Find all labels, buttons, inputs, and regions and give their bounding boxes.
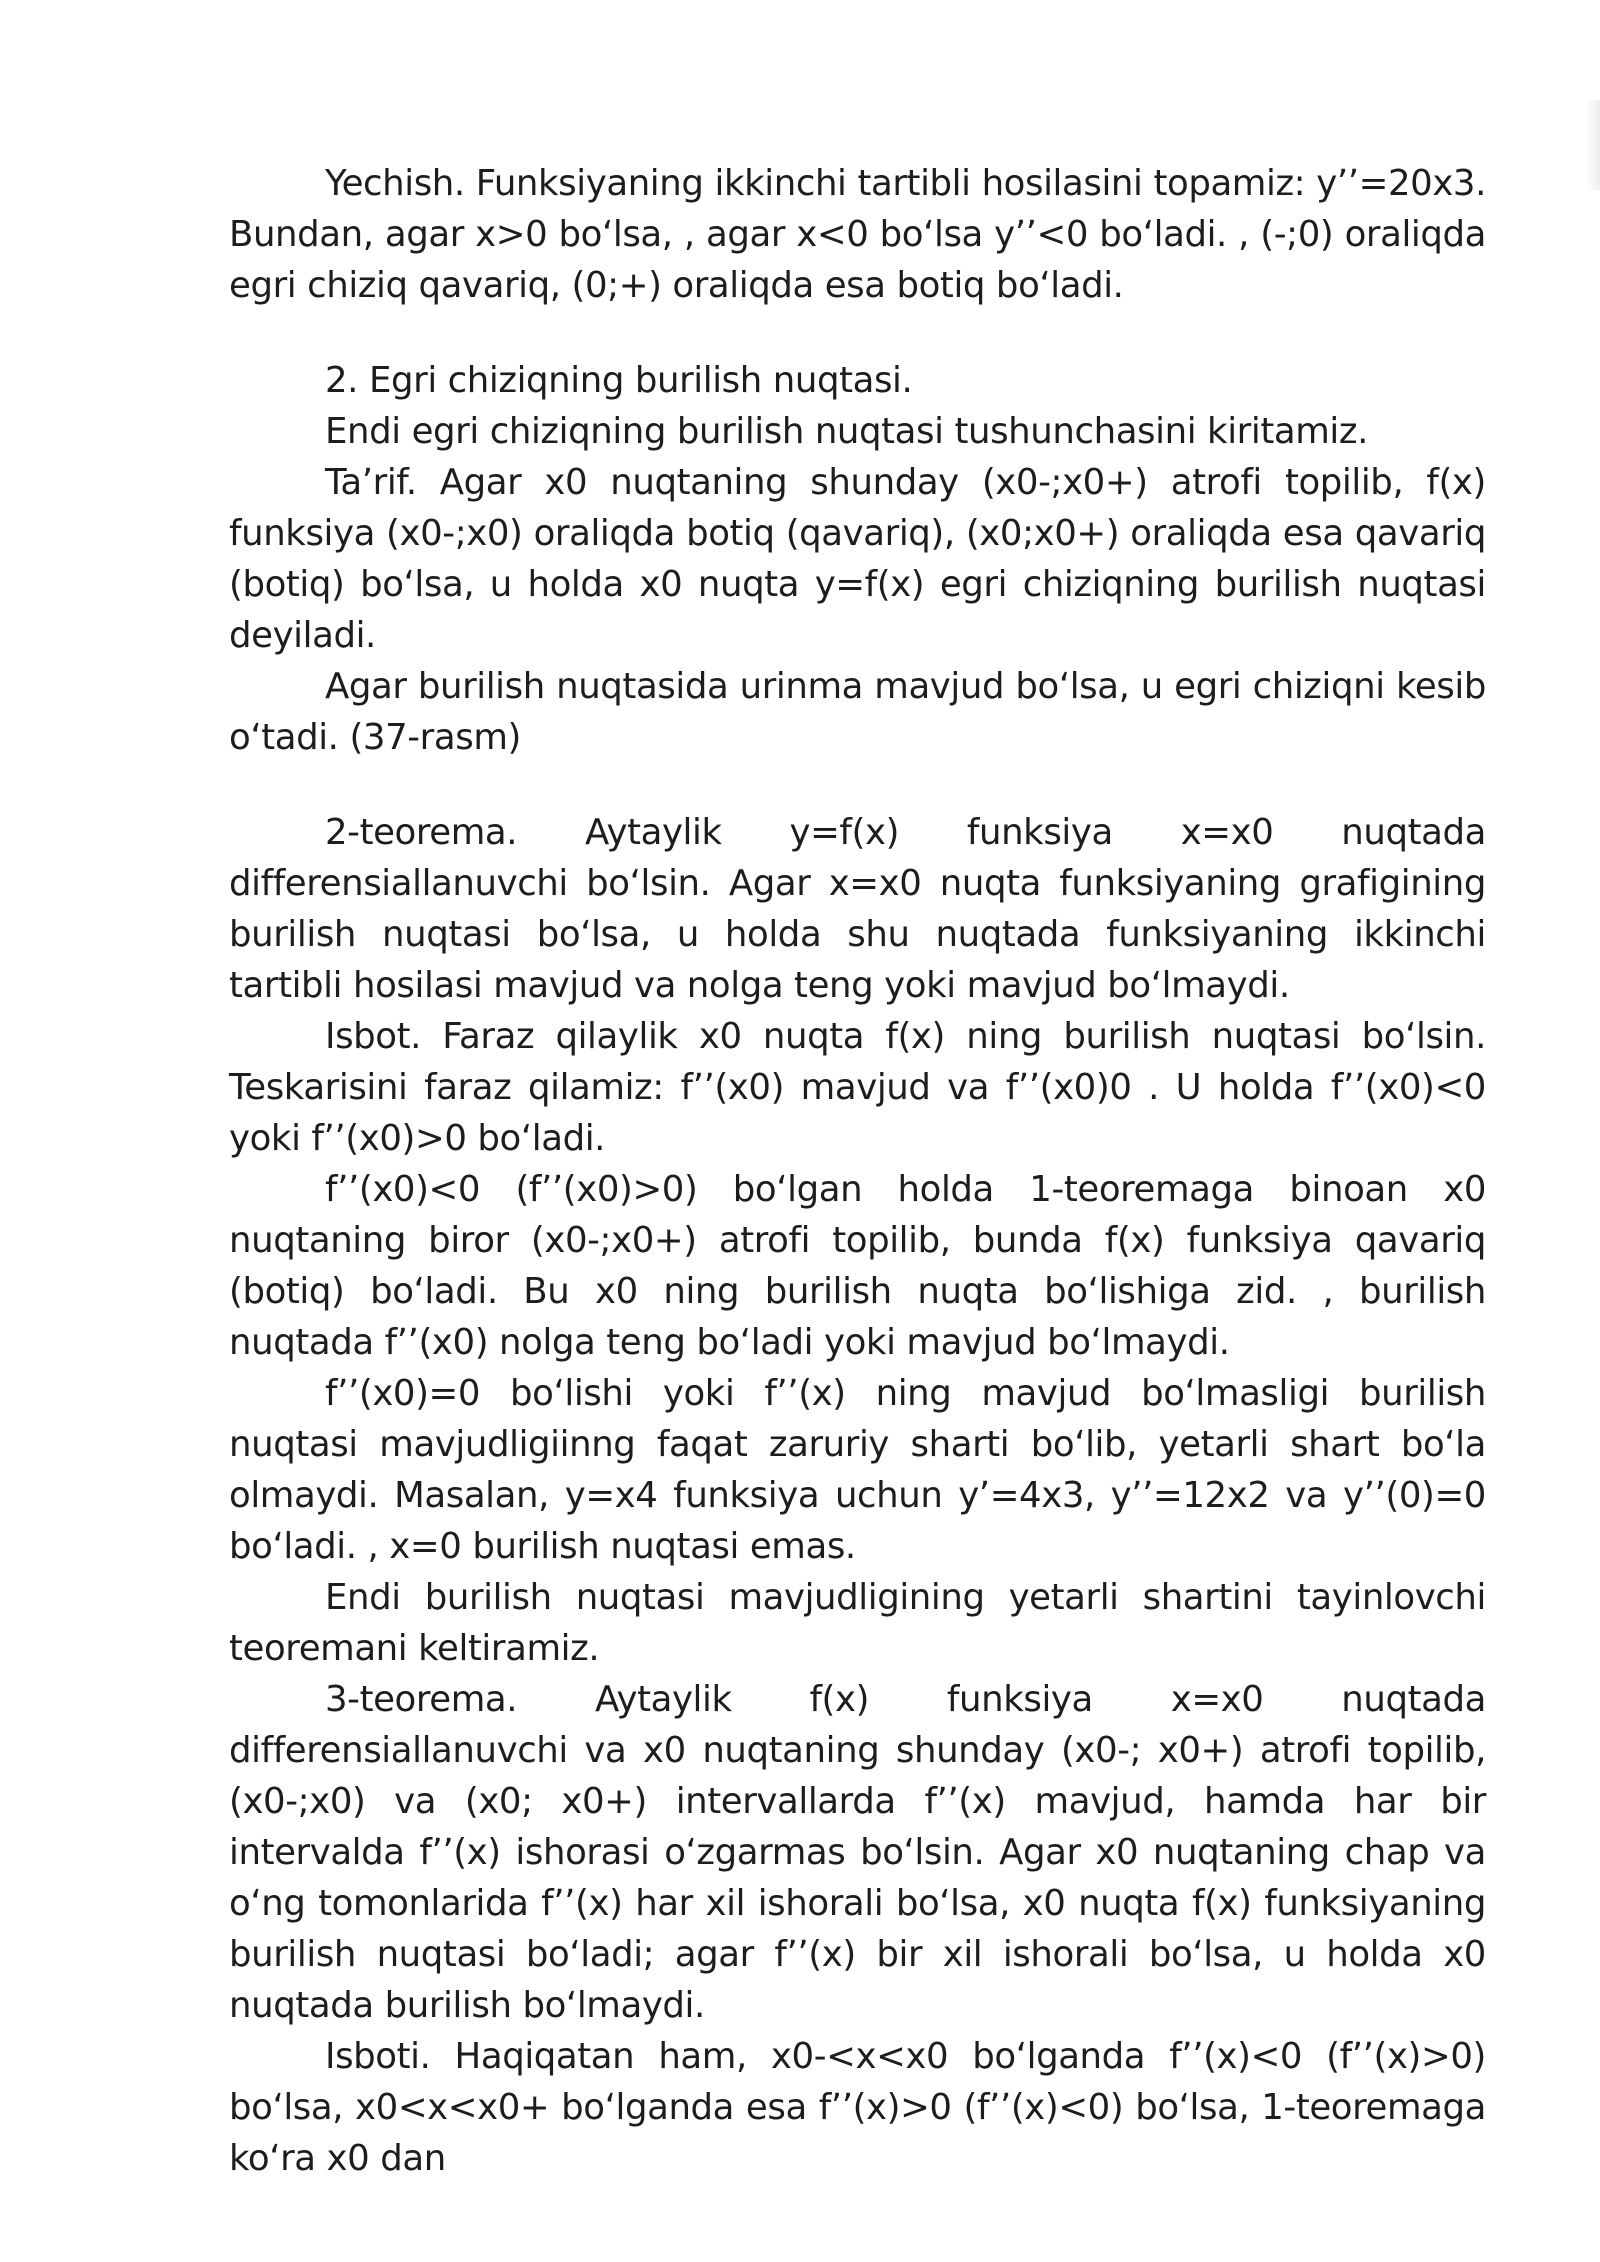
paragraph-proof-3: Isboti. Haqiqatan ham, x0-<x<x0 bo‘lganda f’’(x)<0 (f’’(x)>0) bo‘lsa, x0<x<x0+ bo‘lganda esa f’’(x)>0 (f’’(x)<0) bo‘lsa, 1-teoremaga ko‘ra x0 dan: [229, 2036, 1486, 2179]
paragraph-theorem-2: 2-teorema. Aytaylik y=f(x) funksiya x=x0 nuqtada differensiallanuvchi bo‘lsin. Agar x=x0 nuqta funksiyaning grafigining burilish nuqtasi bo‘lsa, u holda shu nuqtada funksiyaning ikkinchi tartibli hosilasi mavjud va nolga teng yoki mavjud bo‘lmaydi.: [229, 812, 1486, 1006]
paragraph-necessary-condition: f’’(x0)=0 bo‘lishi yoki f’’(x) ning mavjud bo‘lmasligi burilish nuqtasi mavjudligiinng faqat zaruriy sharti bo‘lib, yetarli shart bo‘la olmaydi. Masalan, y=x4 funksiya uchun y’=4x3, y’’=12x2 va y’’(0)=0 bo‘ladi. , x=0 burilish nuqtasi emas.: [229, 1373, 1486, 1567]
paragraph-solution: Yechish. Funksiyaning ikkinchi tartibli hosilasini topamiz: y’’=20x3. Bundan, agar x>0 bo‘lsa, , agar x<0 bo‘lsa y’’<0 bo‘ladi. , (-;0) oraliqda egri chiziq qavariq, (0;+) oraliqda esa botiq bo‘ladi.: [229, 163, 1486, 306]
section-heading: 2. Egri chiziqning burilish nuqtasi.: [325, 360, 913, 401]
paragraph-definition: Ta’rif. Agar x0 nuqtaning shunday (x0-;x0+) atrofi topilib, f(x) funksiya (x0-;x0) oraliqda botiq (qavariq), (x0;x0+) oraliqda esa qavariq (botiq) bo‘lsa, u holda x0 nuqta y=f(x) egri chiziqning burilish nuqtasi deyiladi.: [229, 462, 1486, 656]
paragraph-intro: Endi egri chiziqning burilish nuqtasi tushunchasini kiritamiz.: [325, 411, 1368, 452]
paragraph-sufficient-intro: Endi burilish nuqtasi mavjudligining yetarli shartini tayinlovchi teoremani keltiramiz.: [229, 1577, 1486, 1669]
paragraph-proof: Isbot. Faraz qilaylik x0 nuqta f(x) ning burilish nuqtasi bo‘lsin. Teskarisini faraz qilamiz: f’’(x0) mavjud va f’’(x0)0 . U holda f’’(x0)<0 yoki f’’(x0)>0 bo‘ladi.: [229, 1016, 1486, 1159]
document-page: [229, 158, 1486, 2184]
paragraph-tangent-note: Agar burilish nuqtasida urinma mavjud bo‘lsa, u egri chiziqni kesib o‘tadi. (37-rasm): [229, 666, 1486, 758]
paragraph-theorem-3: 3-teorema. Aytaylik f(x) funksiya x=x0 nuqtada differensiallanuvchi va x0 nuqtaning shunday (x0-; x0+) atrofi topilib, (x0-;x0) va (x0; x0+) intervallarda f’’(x) mavjud, hamda har bir intervalda f’’(x) ishorasi o‘zgarmas bo‘lsin. Agar x0 nuqtaning chap va o‘ng tomonlarida f’’(x) har xil ishorali bo‘lsa, x0 nuqta f(x) funksiyaning burilish nuqtasi bo‘ladi; agar f’’(x) bir xil ishorali bo‘lsa, u holda x0 nuqtada burilish bo‘lmaydi.: [229, 1679, 1486, 2026]
paragraph-proof-continued: f’’(x0)<0 (f’’(x0)>0) bo‘lgan holda 1-teoremaga binoan x0 nuqtaning biror (x0-;x0+) atrofi topilib, bunda f(x) funksiya qavariq (botiq) bo‘ladi. Bu x0 ning burilish nuqta bo‘lishiga zid. , burilish nuqtada f’’(x0) nolga teng bo‘ladi yoki mavjud bo‘lmaydi.: [229, 1169, 1486, 1363]
page-edge-shadow: [1586, 100, 1600, 190]
